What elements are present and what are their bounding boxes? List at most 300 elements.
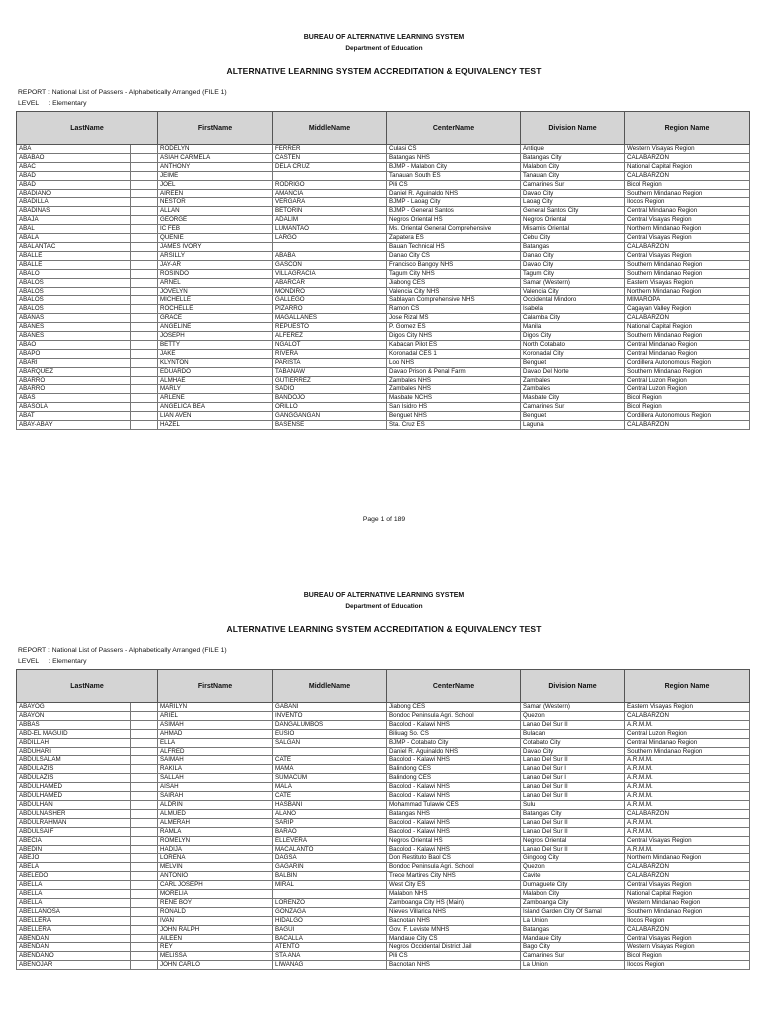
table-row [17, 412, 750, 421]
table-cell: NESTOR [158, 198, 273, 207]
table-cell: ABALO [17, 269, 131, 278]
table-cell: ABAL [17, 225, 131, 234]
table-cell: Lanao Del Sur II [521, 720, 625, 729]
table-cell: Biliuag So. CS [387, 729, 521, 738]
table-cell: SAIMAH [158, 756, 273, 765]
table-cell: Zambales NHS [387, 385, 521, 394]
table-cell: SUMACUM [273, 774, 387, 783]
table-cell: MAGALLANES [273, 314, 387, 323]
table-row [17, 260, 750, 269]
table-cell: Bacolod - Kalawi NHS [387, 845, 521, 854]
table-row [17, 747, 750, 756]
spacer-cell [131, 251, 158, 260]
table-cell: MONDIRO [273, 287, 387, 296]
table-cell: ABAÑAS [17, 314, 131, 323]
table-cell: Mohammad Tulawie CES [387, 800, 521, 809]
column-header: CenterName [387, 670, 521, 703]
table-row [17, 800, 750, 809]
table-cell: Davao Del Norte [521, 367, 625, 376]
table-cell: Culasi CS [387, 145, 521, 154]
spacer-cell [131, 358, 158, 367]
spacer-cell [131, 800, 158, 809]
table-cell: National Capital Region [625, 890, 750, 899]
table-row [17, 881, 750, 890]
page-footer: Page 1 of 189 [362, 516, 406, 523]
spacer-cell [131, 189, 158, 198]
table-cell: Camarines Sur [521, 952, 625, 961]
table-cell: Valencia City NHS [387, 287, 521, 296]
table-cell: CALABARZON [625, 421, 750, 430]
table-cell: Zamboanga City [521, 898, 625, 907]
table-cell: BALBIN [273, 872, 387, 881]
table-cell: ABALOS [17, 278, 131, 287]
table-cell: Don Restituto Baol CS [387, 854, 521, 863]
table-cell: Lanao Del Sur II [521, 818, 625, 827]
spacer-cell [131, 287, 158, 296]
table-cell: San Isidro HS [387, 403, 521, 412]
report-title: ALTERNATIVE LEARNING SYSTEM ACCREDITATION & EQUIVALENCY TEST [226, 66, 542, 76]
table-cell: ABEDIN [17, 845, 131, 854]
table-cell: Eastern Visayas Region [625, 278, 750, 287]
table-cell: Trece Martires City NHS [387, 872, 521, 881]
table-row [17, 421, 750, 430]
spacer-cell [131, 872, 158, 881]
table-cell: A.R.M.M. [625, 818, 750, 827]
table-row [17, 890, 750, 899]
spacer-cell [131, 961, 158, 970]
spacer-cell [131, 323, 158, 332]
table-cell: Central Luzon Region [625, 729, 750, 738]
table-row [17, 242, 750, 251]
table-cell: ARSILLY [158, 251, 273, 260]
bureau-title: BUREAU OF ALTERNATIVE LEARNING SYSTEM [303, 34, 465, 41]
spacer-cell [131, 747, 158, 756]
table-row [17, 189, 750, 198]
table-cell: ALFRED [158, 747, 273, 756]
table-cell: ANTONIO [158, 872, 273, 881]
table-cell: Dumaguete City [521, 881, 625, 890]
table-cell: Bicol Region [625, 952, 750, 961]
table-cell: MACALANTO [273, 845, 387, 854]
table-row [17, 162, 750, 171]
table-cell: ABARCAR [273, 278, 387, 287]
table-cell: LARGO [273, 234, 387, 243]
table-row [17, 845, 750, 854]
table-cell: BJMP - General Santos [387, 207, 521, 216]
table-cell: ABDULHAMED [17, 792, 131, 801]
table-row [17, 403, 750, 412]
table-cell: A.R.M.M. [625, 845, 750, 854]
table-cell: Central Visayas Region [625, 216, 750, 225]
table-cell: RODRIGO [273, 180, 387, 189]
table-cell: ELLA [158, 738, 273, 747]
table-cell: Occidental Mindoro [521, 296, 625, 305]
table-cell: Negros Oriental HS [387, 216, 521, 225]
table-cell: Sta. Cruz ES [387, 421, 521, 430]
table-cell: Negros Oriental HS [387, 836, 521, 845]
table-cell: EDUARDO [158, 367, 273, 376]
table-row [17, 711, 750, 720]
table-cell: Misamis Oriental [521, 225, 625, 234]
table-cell: General Santos City [521, 207, 625, 216]
table-cell: BANDOJO [273, 394, 387, 403]
table-row [17, 234, 750, 243]
table-cell: ABAC [17, 162, 131, 171]
table-cell: A.R.M.M. [625, 792, 750, 801]
table-cell: STA ANA [273, 952, 387, 961]
table-cell: Western Mindanao Region [625, 898, 750, 907]
table-cell [273, 171, 387, 180]
table-cell: Zambales [521, 376, 625, 385]
table-cell: IVAN [158, 916, 273, 925]
table-row [17, 296, 750, 305]
table-cell: ABENDAN [17, 934, 131, 943]
table-cell: Gov. F. Leviste MNHS [387, 925, 521, 934]
table-row [17, 180, 750, 189]
table-cell: ABENDAN [17, 943, 131, 952]
table-cell: Benguet [521, 358, 625, 367]
table-cell: ABDULNASHER [17, 809, 131, 818]
table-row [17, 863, 750, 872]
table-cell: Central Mindanao Region [625, 207, 750, 216]
spacer-cell [131, 349, 158, 358]
table-row [17, 323, 750, 332]
table-cell: DANGALUMBOS [273, 720, 387, 729]
table-cell: Digos City NHS [387, 332, 521, 341]
table-cell: ALANO [273, 809, 387, 818]
table-cell: JOHN CARLO [158, 961, 273, 970]
table-cell: A.R.M.M. [625, 827, 750, 836]
table-cell: ABDILLAH [17, 738, 131, 747]
table-cell: Manila [521, 323, 625, 332]
spacer-cell [131, 907, 158, 916]
table-row [17, 952, 750, 961]
table-cell: CALABARZON [625, 314, 750, 323]
table-cell: AHMAD [158, 729, 273, 738]
table-cell: Lanao Del Sur II [521, 783, 625, 792]
table-cell: ABECIA [17, 836, 131, 845]
table-cell: ATENTO [273, 943, 387, 952]
spacer-cell [131, 305, 158, 314]
table-cell: Danao City CS [387, 251, 521, 260]
table-cell: ABELLERA [17, 925, 131, 934]
table-cell: A.R.M.M. [625, 765, 750, 774]
table-cell: A.R.M.M. [625, 756, 750, 765]
table-cell: Mandaue City [521, 934, 625, 943]
table-cell: ORILLO [273, 403, 387, 412]
table-cell: ABD-EL MAGUID [17, 729, 131, 738]
passers-table [16, 111, 750, 430]
table-cell: ANTHONY [158, 162, 273, 171]
spacer-cell [131, 720, 158, 729]
passers-table [16, 669, 750, 970]
table-cell: ANGELICA BEA [158, 403, 273, 412]
table-cell: Pili CS [387, 180, 521, 189]
table-cell: Central Luzon Region [625, 385, 750, 394]
table-cell: Tanauan City [521, 171, 625, 180]
table-cell: ABAS [17, 394, 131, 403]
table-cell: LORENZO [273, 898, 387, 907]
table-cell: ABARRO [17, 385, 131, 394]
table-cell: BAGUI [273, 925, 387, 934]
table-cell: JAKE [158, 349, 273, 358]
table-row [17, 720, 750, 729]
table-cell: ABARRO [17, 376, 131, 385]
table-cell: RENE BOY [158, 898, 273, 907]
table-cell: LORENA [158, 854, 273, 863]
table-row [17, 738, 750, 747]
table-cell: ABARI [17, 358, 131, 367]
table-cell: QUENIE [158, 234, 273, 243]
table-cell: ABALOS [17, 287, 131, 296]
table-cell: La Union [521, 961, 625, 970]
table-cell: NGALOT [273, 340, 387, 349]
spacer-cell [131, 412, 158, 421]
table-cell: Koronadal CES 1 [387, 349, 521, 358]
table-cell: Gingoog City [521, 854, 625, 863]
table-row [17, 145, 750, 154]
table-cell: ABBAS [17, 720, 131, 729]
table-cell: VILLAGRACIA [273, 269, 387, 278]
table-cell: CALABARZON [625, 242, 750, 251]
table-cell: Bicol Region [625, 180, 750, 189]
table-cell: ROMELYN [158, 836, 273, 845]
table-cell: Eastern Visayas Region [625, 703, 750, 712]
table-cell: GEORGE [158, 216, 273, 225]
table-cell: Batangas [521, 925, 625, 934]
table-row [17, 332, 750, 341]
table-row [17, 198, 750, 207]
table-row [17, 943, 750, 952]
table-cell: JAY-AR [158, 260, 273, 269]
table-cell: Northern Mindanao Region [625, 854, 750, 863]
table-cell: National Capital Region [625, 162, 750, 171]
table-cell: SALLAH [158, 774, 273, 783]
table-cell: ABAYOG [17, 703, 131, 712]
table-cell: ABALLE [17, 251, 131, 260]
spacer-cell [131, 756, 158, 765]
table-cell: BJMP - Cotabato City [387, 738, 521, 747]
table-cell: Daniel R. Aguinaldo NHS [387, 747, 521, 756]
table-cell: ABELLANOSA [17, 907, 131, 916]
table-cell: Camarines Sur [521, 180, 625, 189]
table-row [17, 756, 750, 765]
spacer-cell [131, 792, 158, 801]
spacer-cell [131, 818, 158, 827]
column-header: MiddleName [273, 112, 387, 145]
table-cell: Koronadal City [521, 349, 625, 358]
table-cell: ABALA [17, 234, 131, 243]
table-cell: ABAO [17, 340, 131, 349]
table-row [17, 207, 750, 216]
table-cell: MALA [273, 783, 387, 792]
table-row [17, 783, 750, 792]
spacer-cell [131, 711, 158, 720]
table-cell [273, 890, 387, 899]
table-cell: Camarines Sur [521, 403, 625, 412]
table-cell: ABANES [17, 332, 131, 341]
table-cell: ALMHAE [158, 376, 273, 385]
table-cell: GANGGANGAN [273, 412, 387, 421]
spacer-cell [131, 925, 158, 934]
spacer-cell [131, 376, 158, 385]
table-cell: VERGARA [273, 198, 387, 207]
spacer-cell [131, 242, 158, 251]
table-cell: Laoag City [521, 198, 625, 207]
table-row [17, 907, 750, 916]
table-cell: REPUESTO [273, 323, 387, 332]
table-cell: AMANCIA [273, 189, 387, 198]
table-cell: CALABARZON [625, 872, 750, 881]
table-cell: Davao Prison & Penal Farm [387, 367, 521, 376]
table-cell: Lanao Del Sur I [521, 774, 625, 783]
table-cell: Balindong CES [387, 774, 521, 783]
spacer-cell [131, 881, 158, 890]
spacer-cell [131, 916, 158, 925]
table-cell: CALABARZON [625, 711, 750, 720]
table-row [17, 251, 750, 260]
table-cell: ADALIM [273, 216, 387, 225]
column-header: CenterName [387, 112, 521, 145]
table-cell: Quezon [521, 863, 625, 872]
table-cell: Ilocos Region [625, 916, 750, 925]
table-cell: ABDULSALAM [17, 756, 131, 765]
table-cell: PIZARRO [273, 305, 387, 314]
table-cell: Bacnotan NHS [387, 916, 521, 925]
table-row [17, 916, 750, 925]
table-cell: AIREEN [158, 189, 273, 198]
table-row [17, 305, 750, 314]
table-row [17, 836, 750, 845]
table-cell: ABENDAÑO [17, 952, 131, 961]
spacer-cell [131, 774, 158, 783]
spacer-cell [131, 765, 158, 774]
table-cell: Lanao Del Sur I [521, 765, 625, 774]
table-cell: CASTEN [273, 153, 387, 162]
table-row [17, 934, 750, 943]
table-cell: Central Visayas Region [625, 836, 750, 845]
spacer-cell [131, 145, 158, 154]
table-cell: Batangas City [521, 153, 625, 162]
table-cell: Danao City [521, 251, 625, 260]
table-cell: Pili CS [387, 952, 521, 961]
table-cell: CALABARZON [625, 153, 750, 162]
table-cell: RONALD [158, 907, 273, 916]
table-cell: MAMA [273, 765, 387, 774]
table-cell [273, 242, 387, 251]
table-cell: BJMP - Laoag City [387, 198, 521, 207]
table-cell: Lanao Del Sur II [521, 792, 625, 801]
table-cell: Lanao Del Sur II [521, 845, 625, 854]
table-cell: Nieves Villarica NHS [387, 907, 521, 916]
table-cell: ABALOS [17, 305, 131, 314]
table-cell: TABANAW [273, 367, 387, 376]
table-cell: Batangas NHS [387, 153, 521, 162]
table-row [17, 961, 750, 970]
column-header: Division Name [521, 112, 625, 145]
table-cell: Zambales [521, 385, 625, 394]
table-cell: IC FEB [158, 225, 273, 234]
table-cell: Bulacan [521, 729, 625, 738]
spacer-cell [131, 314, 158, 323]
table-cell: La Union [521, 916, 625, 925]
table-cell: BARAO [273, 827, 387, 836]
spacer-cell [131, 394, 158, 403]
table-cell: ABADINAS [17, 207, 131, 216]
table-cell: MORELIA [158, 890, 273, 899]
table-cell: Cagayan Valley Region [625, 305, 750, 314]
table-cell: ABALOS [17, 296, 131, 305]
table-cell: Samar (Western) [521, 703, 625, 712]
department-title: Department of Education [345, 45, 423, 52]
table-cell: ASIMAH [158, 720, 273, 729]
table-cell: Sablayan Comprehensive NHS [387, 296, 521, 305]
table-cell: SAIRAH [158, 792, 273, 801]
table-cell: LIWANAG [273, 961, 387, 970]
table-cell: HIDALGO [273, 916, 387, 925]
table-cell: Western Visayas Region [625, 943, 750, 952]
table-cell: ABELLA [17, 881, 131, 890]
table-cell: Zambales NHS [387, 376, 521, 385]
table-cell: DAGSA [273, 854, 387, 863]
spacer-cell [131, 934, 158, 943]
table-cell: ABDULRAHMAN [17, 818, 131, 827]
table-cell: CARL JOSEPH [158, 881, 273, 890]
table-cell: P. Gomez ES [387, 323, 521, 332]
table-cell: CALABARZON [625, 171, 750, 180]
table-cell: Tagum City NHS [387, 269, 521, 278]
spacer-cell [131, 171, 158, 180]
table-cell: Malabon NHS [387, 890, 521, 899]
level-label: LEVEL : Elementary [18, 100, 87, 107]
table-cell: Bacnotan NHS [387, 961, 521, 970]
spacer-cell [131, 332, 158, 341]
table-cell: Central Mindanao Region [625, 340, 750, 349]
table-cell: Daniel R. Aguinaldo NHS [387, 189, 521, 198]
table-cell: ABA [17, 145, 131, 154]
table-cell: RIVERA [273, 349, 387, 358]
table-cell: Tagum City [521, 269, 625, 278]
table-cell: Valencia City [521, 287, 625, 296]
table-cell: Negros Oriental [521, 216, 625, 225]
table-cell: Digos City [521, 332, 625, 341]
table-cell: MELVIN [158, 863, 273, 872]
table-cell: Jiabong CES [387, 703, 521, 712]
table-cell: Bicol Region [625, 403, 750, 412]
table-cell: Southern Mindanao Region [625, 332, 750, 341]
table-cell: Tanauan South ES [387, 171, 521, 180]
spacer-cell [131, 854, 158, 863]
table-cell: RAKILA [158, 765, 273, 774]
table-cell: ALMERAH [158, 818, 273, 827]
spacer-cell [131, 809, 158, 818]
report-label: REPORT : National List of Passers - Alphabetically Arranged (FILE 1) [18, 89, 227, 96]
spacer-cell [131, 783, 158, 792]
table-cell: Balindong CES [387, 765, 521, 774]
table-cell: Samar (Western) [521, 278, 625, 287]
table-cell: ABDULAZIS [17, 774, 131, 783]
table-cell: Bago City [521, 943, 625, 952]
table-row [17, 394, 750, 403]
table-cell: Negros Oriental [521, 836, 625, 845]
spacer-cell [131, 845, 158, 854]
table-row [17, 854, 750, 863]
table-row [17, 703, 750, 712]
table-cell: ABAD [17, 180, 131, 189]
table-cell: MELISSA [158, 952, 273, 961]
table-cell: Lanao Del Sur II [521, 756, 625, 765]
table-row [17, 872, 750, 881]
